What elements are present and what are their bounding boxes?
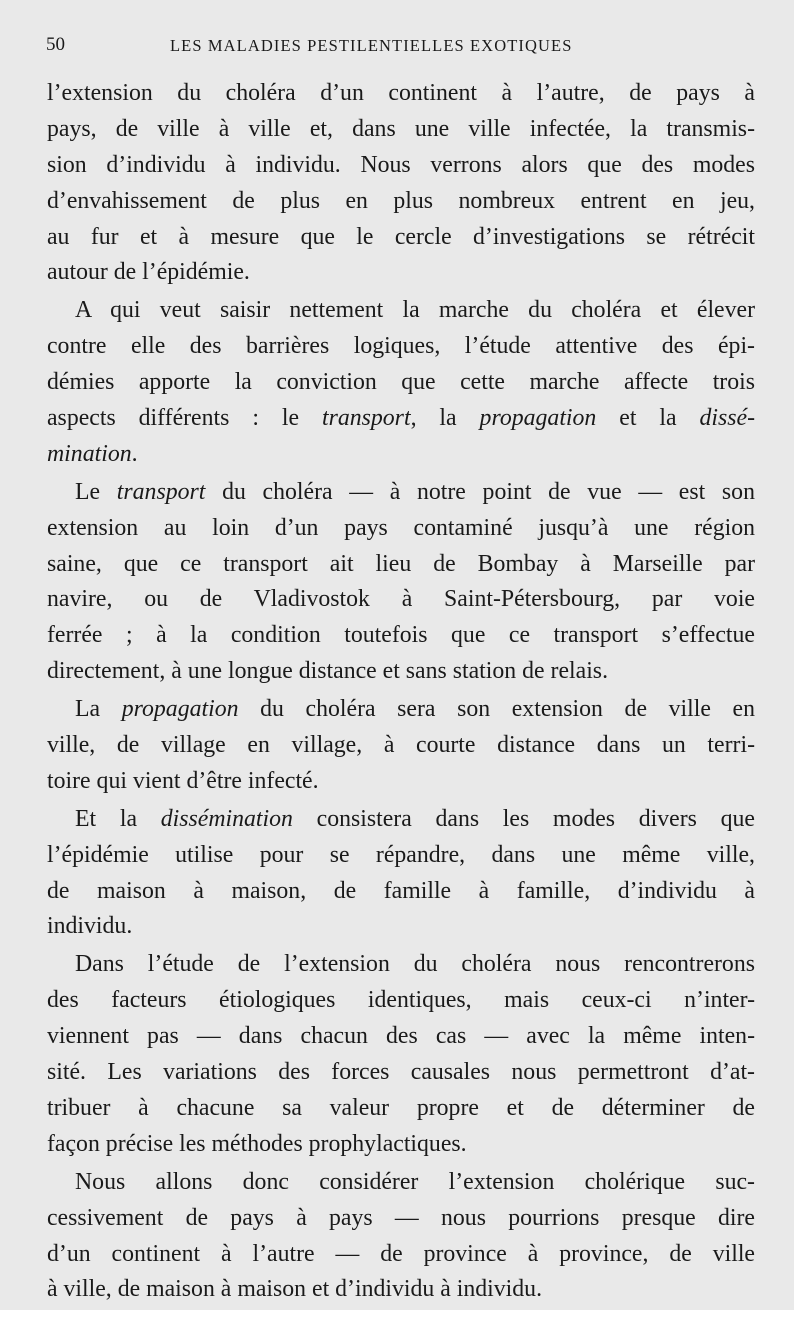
text-line xyxy=(47,728,755,764)
paragraph xyxy=(47,947,755,1162)
paragraph xyxy=(47,692,755,800)
italic-term: propagation xyxy=(121,696,239,723)
italic-term: propagation xyxy=(479,405,597,432)
text-line xyxy=(47,1019,755,1055)
italic-term: dissémination xyxy=(160,805,293,832)
text-run: du choléra sera son extension de ville en xyxy=(238,696,755,723)
text-line xyxy=(47,909,755,945)
running-title: LES MALADIES PESTILENTIELLES EXOTIQUES xyxy=(170,36,573,55)
text-run: démies apporte la conviction que cette marche affecte trois xyxy=(47,369,755,396)
text-line xyxy=(47,365,755,401)
page-number: 50 xyxy=(46,34,65,55)
body-text xyxy=(47,76,755,1308)
text-run: aspects différents : le xyxy=(47,405,322,432)
text-line xyxy=(47,511,755,547)
text-run: d’envahissement de plus en plus nombreux entrent en jeu, xyxy=(47,187,755,214)
text-line xyxy=(47,618,755,654)
text-run: Nous allons donc considérer l’extension cholérique suc- xyxy=(75,1168,755,1195)
paragraph xyxy=(47,1165,755,1309)
text-line xyxy=(47,293,755,329)
text-run: des facteurs étiologiques identiques, mais ceux-ci n’inter- xyxy=(47,987,755,1014)
text-line xyxy=(47,1201,755,1237)
text-line xyxy=(47,1165,755,1201)
text-line xyxy=(47,947,755,983)
text-run: cessivement de pays à pays — nous pourrions presque dire xyxy=(47,1204,755,1231)
text-line xyxy=(47,437,755,473)
text-line xyxy=(47,1272,755,1308)
text-line xyxy=(47,692,755,728)
text-run: individu. xyxy=(47,913,133,940)
text-line xyxy=(47,874,755,910)
text-run: contre elle des barrières logiques, l’étude attentive des épi- xyxy=(47,333,755,360)
text-line xyxy=(47,401,755,437)
text-run: sité. Les variations des forces causales nous permettront d’at- xyxy=(47,1059,755,1086)
text-line xyxy=(47,1091,755,1127)
text-run: autour de l’épidémie. xyxy=(47,259,250,286)
paragraph xyxy=(47,76,755,291)
text-line xyxy=(47,654,755,690)
text-line xyxy=(47,1127,755,1163)
paragraph xyxy=(47,475,755,690)
text-run: A qui veut saisir nettement la marche du choléra et élever xyxy=(75,297,755,324)
text-run: l’extension du choléra d’un continent à l’autre, de pays à xyxy=(47,80,755,106)
text-line xyxy=(47,148,755,184)
text-run: La xyxy=(75,696,122,723)
text-run: de maison à maison, de famille à famille, d’individu à xyxy=(47,877,755,904)
text-run: consistera dans les modes divers que xyxy=(292,805,755,832)
text-line xyxy=(47,255,755,291)
paragraph xyxy=(47,802,755,946)
page-header xyxy=(46,30,766,60)
text-run: toire qui vient d’être infecté. xyxy=(47,767,319,794)
text-run: sion d’individu à individu. Nous verrons alors que des modes xyxy=(47,151,755,178)
text-run: pays, de ville à ville et, dans une ville infectée, la transmis- xyxy=(47,115,755,142)
text-run: . xyxy=(131,440,138,467)
text-line xyxy=(47,76,755,112)
text-run: extension au loin d’un pays contaminé jusqu’à une région xyxy=(47,514,755,541)
text-run: Dans l’étude de l’extension du choléra nous rencontrerons xyxy=(75,951,755,978)
text-line xyxy=(47,1055,755,1091)
text-run: façon précise les méthodes prophylactiques. xyxy=(47,1130,467,1157)
text-run: saine, que ce transport ait lieu de Bombay à Marseille par xyxy=(47,550,755,577)
text-run: au fur et à mesure que le cercle d’investigations se rétrécit xyxy=(47,223,755,250)
text-line xyxy=(47,983,755,1019)
text-line xyxy=(47,838,755,874)
text-run: et la xyxy=(596,405,700,432)
italic-term: transport xyxy=(321,405,411,432)
text-run: du choléra — à notre point de vue — est son xyxy=(205,478,755,505)
text-line xyxy=(47,547,755,583)
text-run: ville, de village en village, à courte distance dans un terri- xyxy=(47,732,755,759)
text-run: navire, ou de Vladivostok à Saint-Pétersbourg, par voie xyxy=(47,586,755,613)
text-line xyxy=(47,329,755,365)
paragraph xyxy=(47,293,755,472)
text-run: ferrée ; à la condition toutefois que ce transport s’effectue xyxy=(47,622,755,649)
italic-term: dissé- xyxy=(699,405,755,432)
text-line xyxy=(47,220,755,256)
text-line xyxy=(47,802,755,838)
text-run: viennent pas — dans chacun des cas — avec la même inten- xyxy=(47,1023,755,1050)
text-run: tribuer à chacune sa valeur propre et de déterminer de xyxy=(47,1094,755,1121)
text-line xyxy=(47,764,755,800)
text-line xyxy=(47,475,755,511)
text-run: l’épidémie utilise pour se répandre, dans une même ville, xyxy=(47,841,755,868)
text-run: Le xyxy=(75,478,117,505)
text-line xyxy=(47,582,755,618)
italic-term: transport xyxy=(116,478,206,505)
text-run: à ville, de maison à maison et d’individu à individu. xyxy=(47,1276,543,1303)
italic-term: mination xyxy=(47,440,132,467)
text-line xyxy=(47,184,755,220)
text-line xyxy=(47,112,755,148)
text-run: , la xyxy=(410,405,480,432)
text-run: d’un continent à l’autre — de province à province, de ville xyxy=(47,1240,755,1267)
text-line xyxy=(47,1237,755,1273)
text-run: directement, à une longue distance et sans station de relais. xyxy=(47,658,609,685)
text-run: Et la xyxy=(75,805,161,832)
